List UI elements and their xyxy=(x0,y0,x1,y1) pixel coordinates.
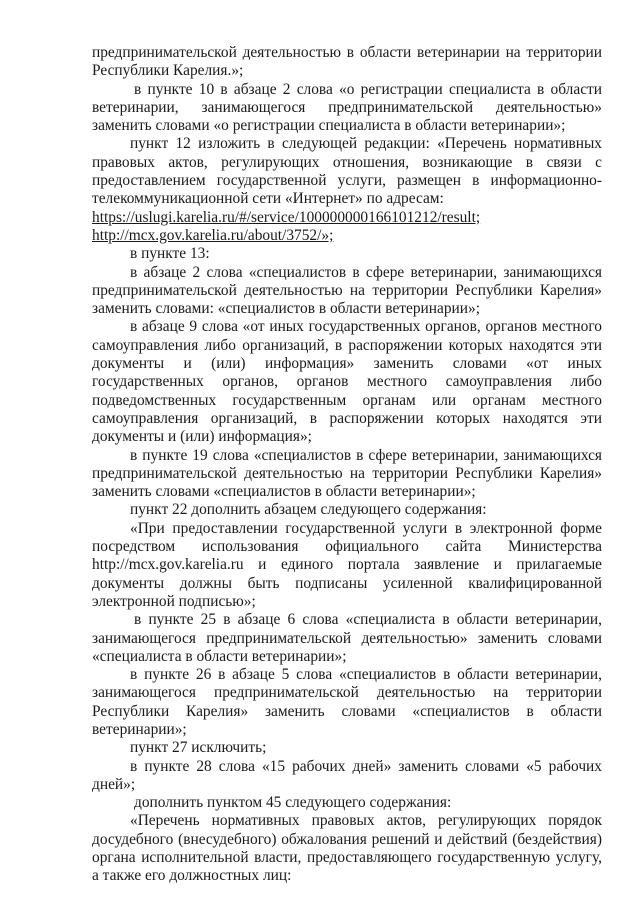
paragraph: «Перечень нормативных правовых актов, регулирующих порядок досудебного (внесудебного) обжалования решений и действий (бездействия) органа исполнительной власти, предоставляющего государственную услугу, а также его должностных лиц: xyxy=(92,812,602,885)
paragraph: «При предоставлении государственной услуги в электронной форме посредством использования официального сайта Министерства http://mcx.gov.karelia.ru и единого портала заявление и прилагаемые документы должны быть подписаны усиленной квалифицированной электронной подписью»; xyxy=(92,519,602,610)
paragraph: дополнить пунктом 45 следующего содержания: xyxy=(134,794,452,812)
paragraph: в абзаце 2 слова «специалистов в сфере ветеринарии, занимающихся предпринимательской деятельностью на территории Республики Карелия» заменить словами: «специалистов в области ветеринарии»; xyxy=(92,263,602,318)
paragraph: в пункте 13: xyxy=(130,245,210,263)
paragraph: в пункте 10 в абзаце 2 слова «о регистрации специалиста в области ветеринарии, занимающегося предпринимательской деятельностью» заменить словами «о регистрации специалиста в области ветеринарии»; xyxy=(92,80,602,135)
paragraph: в пункте 26 в абзаце 5 слова «специалистов в области ветеринарии, занимающегося предпринимательской деятельностью на территории Республики Карелия» заменить словами «специалистов в области ветеринарии»; xyxy=(92,666,602,738)
paragraph: в абзаце 9 слова «от иных государственных органов, органов местного самоуправления либо организаций, в распоряжении которых находятся эти документы и (или) информация» заменить словами «от иных государственных органов, органов местного самоуправления либо подведомственных государственным органам или органам местного самоуправления организаций, в распоряжении которых находятся эти документы и (или) информация»; xyxy=(92,318,602,446)
link-uslugi[interactable]: https://uslugi.karelia.ru/#/service/100000000166101212/result; xyxy=(92,208,481,226)
paragraph: пункт 12 изложить в следующей редакции: «Перечень нормативных правовых актов, регулирующих отношения, возникающие в связи с предоставлением государственной услуги, размещен в информационно-телекоммуникационной сети «Интернет» по адресам: xyxy=(92,135,602,208)
paragraph: в пункте 28 слова «15 рабочих дней» заменить словами «5 рабочих дней»; xyxy=(92,757,602,793)
paragraph: в пункте 19 слова «специалистов в сфере ветеринарии, занимающихся предпринимательской деятельностью на территории Республики Карелия» заменить словами «специалистов в области ветеринарии»; xyxy=(92,446,602,501)
link-mcx[interactable]: http://mcx.gov.karelia.ru/about/3752/»; xyxy=(92,226,334,244)
paragraph: предпринимательской деятельностью в области ветеринарии на территории Республики Карелия.»; xyxy=(92,44,602,80)
paragraph: пункт 22 дополнить абзацем следующего содержания: xyxy=(130,501,487,519)
paragraph: пункт 27 исключить; xyxy=(130,739,267,757)
document-page xyxy=(92,44,602,886)
paragraph: в пункте 25 в абзаце 6 слова «специалиста в области ветеринарии, занимающегося предпринимательской деятельностью» заменить словами «специалиста в области ветеринарии»; xyxy=(92,611,602,665)
